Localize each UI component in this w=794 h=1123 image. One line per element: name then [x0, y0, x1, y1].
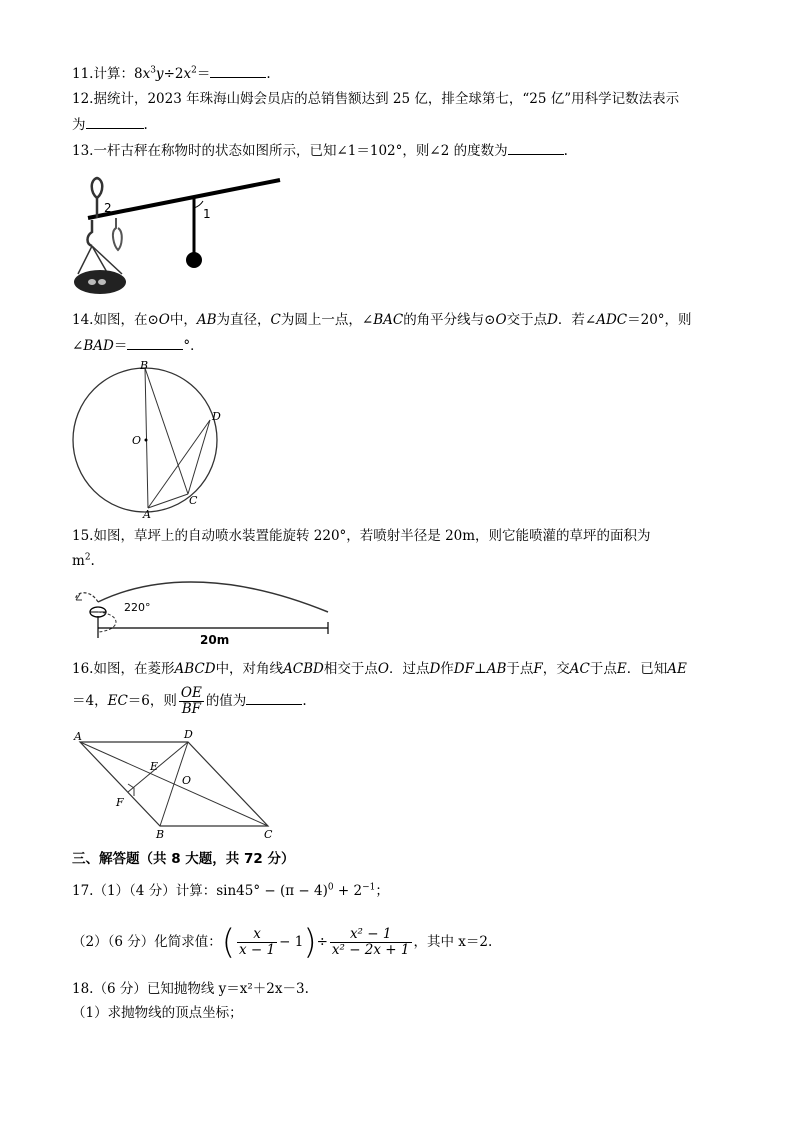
fig-label-2: 2	[104, 201, 112, 215]
fraction-1: $\frac{x}{x - 1}$	[239, 926, 276, 958]
answer-blank[interactable]	[508, 141, 564, 155]
sprinkler-figure	[70, 578, 340, 648]
fig-point-C: C	[264, 828, 273, 840]
q13: 13.一杆古秤在称物时的状态如图所示，已知∠1＝102°，则∠2 的度数为 .	[72, 143, 568, 159]
fig-point-O: O	[182, 774, 192, 787]
q18-line2: （1）求抛物线的顶点坐标；	[72, 1005, 243, 1021]
q14-line1: 14.如图，在⊙O中，AB为直径，C为圆上一点，∠BAC的角平分线与⊙O交于点D．若∠ADC＝20°，则	[72, 312, 692, 328]
fig-angle-label: 220°	[124, 601, 151, 614]
answer-blank[interactable]	[210, 64, 266, 78]
fig-length-label: 20m	[200, 633, 230, 647]
q11: 11.计算：$8x^3y\div 2x^2=$ .	[72, 65, 271, 82]
fig-point-O: O	[132, 434, 142, 447]
q16-line2: ＝4，EC＝6，则 $\frac{OE}{BF}$ 的值为 .	[72, 685, 307, 717]
steelyard-figure	[70, 170, 285, 300]
fig-point-C: C	[189, 494, 198, 507]
fig-point-B: B	[140, 360, 149, 372]
answer-blank[interactable]	[127, 336, 183, 350]
rhombus-figure	[70, 726, 285, 840]
q17-part1: 17.（1）（4 分）计算：$\sin 45^\circ - (\pi - 4)^0 + 2^{-1}$；	[72, 882, 389, 899]
q18-line1: 18.（6 分）已知抛物线 y＝x²＋2x－3.	[72, 981, 309, 997]
fraction-2: $\frac{\text{x² − 1}}{\text{x² − 2x + 1}}$	[331, 926, 410, 958]
fig-point-D: D	[184, 728, 193, 741]
q15-line1: 15.如图，草坪上的自动喷水装置能旋转 220°，若喷射半径是 20m，则它能喷灌的草坪的面积为	[72, 528, 651, 544]
q17-part2: （2）（6 分）化简求值：( $\frac{x}{x - 1}$ − 1)÷ $\frac{\text{x² − 1}}{\text{x² − 2x + 1}}$ ，其中 x＝2.	[72, 922, 493, 963]
fig-point-B: B	[156, 828, 165, 840]
q14-line2: ∠BAD＝ °．	[72, 338, 204, 354]
fig-point-A: A	[143, 508, 151, 520]
q16-line1: 16.如图，在菱形ABCD中，对角线ACBD相交于点O．过点D作DF⊥AB于点F，交AC于点E．已知AE	[72, 661, 687, 677]
fig-point-F: F	[116, 796, 124, 809]
fig-point-E: E	[150, 760, 159, 773]
section-heading: 三、解答题（共 8 大题，共 72 分）	[72, 851, 295, 867]
fig-point-D: D	[212, 410, 221, 423]
q12-line1: 12.据统计，2023 年珠海山姆会员店的总销售额达到 25 亿，排全球第七，“25 亿”用科学记数法表示	[72, 91, 680, 107]
circle-figure	[70, 360, 230, 520]
fig-point-A: A	[74, 730, 82, 743]
q12-line2: 为 .	[72, 117, 148, 133]
answer-blank[interactable]	[246, 691, 302, 705]
fig-label-1: 1	[203, 207, 211, 221]
fraction-oe-bf: $\frac{OE}{BF}$	[180, 685, 202, 717]
answer-blank[interactable]	[86, 115, 144, 129]
q15-line2: $m^2$.	[72, 552, 95, 569]
